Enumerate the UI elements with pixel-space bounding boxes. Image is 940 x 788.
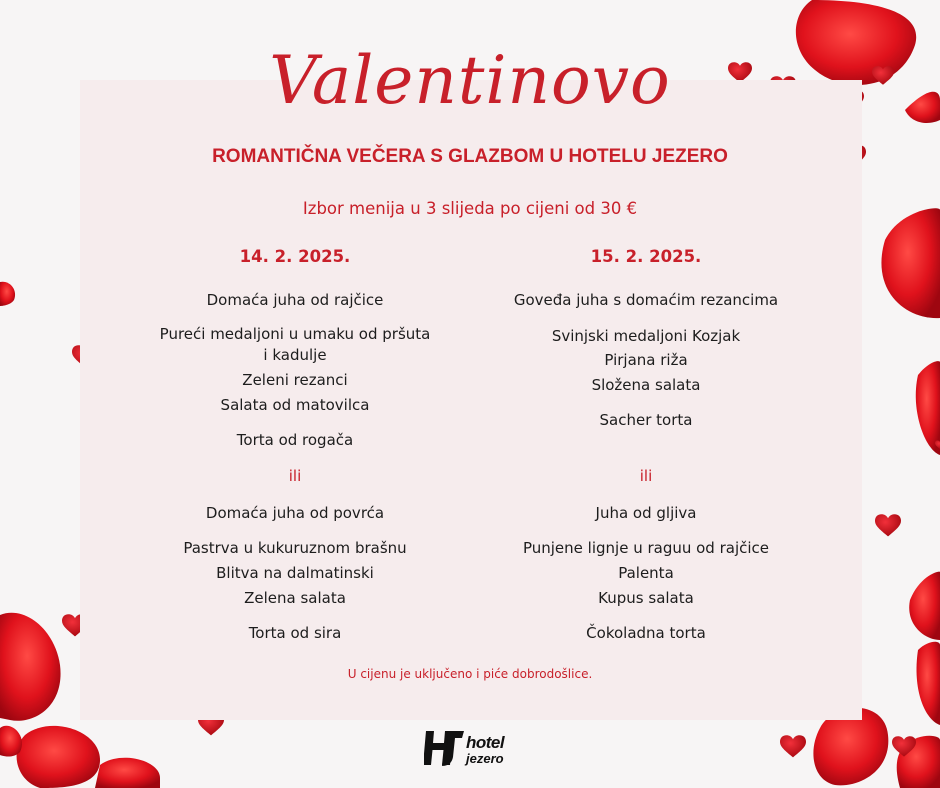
menu-item-side: Pirjana riža (604, 351, 688, 369)
menu-item-soup: Juha od gljiva (595, 504, 697, 522)
logo-text-hotel: hotel (466, 733, 505, 752)
menu-item-dessert: Čokoladna torta (586, 624, 706, 642)
rose-petal (0, 282, 15, 306)
menu-item-main: Svinjski medaljoni Kozjak (551, 327, 741, 345)
menu-item-side: Zeleni rezanci (242, 371, 348, 389)
menu-item-salad: Salata od matovilca (220, 396, 370, 414)
rose-petal (17, 726, 100, 788)
rose-petal (917, 642, 940, 725)
menu-item-soup: Goveđa juha s domaćim rezancima (513, 291, 779, 309)
menu-item-salad: Zelena salata (244, 589, 346, 607)
menu-item-soup: Domaća juha od rajčice (206, 291, 384, 309)
menu-item-side: Palenta (618, 564, 674, 582)
heart-decoration (875, 514, 901, 536)
or-separator: ili (288, 467, 302, 485)
hotel-logo (424, 727, 524, 769)
menu-item-main: Punjene lignje u raguu od rajčice (522, 539, 770, 557)
menu-item-main: Pureći medaljoni u umaku od pršuta (159, 325, 431, 343)
rose-petal (95, 758, 160, 788)
menu-item-salad: Kupus salata (598, 589, 694, 607)
menu-item-salad: Složena salata (591, 376, 701, 394)
or-separator: ili (639, 467, 653, 485)
subtitle: ROMANTIČNA VEČERA S GLAZBOM U HOTELU JEZERO (212, 146, 728, 167)
rose-petal (881, 208, 940, 318)
menu-item-main-cont: i kadulje (263, 346, 327, 364)
date-heading: 15. 2. 2025. (590, 247, 702, 266)
page-title: Valentinovo (269, 42, 671, 119)
menu-item-soup: Domaća juha od povrća (205, 504, 385, 522)
price-intro: Izbor menija u 3 slijeda po cijeni od 30 € (302, 199, 638, 218)
logo-text-jezero: jezero (466, 751, 504, 766)
hotel-jezero-logo-icon (424, 727, 464, 767)
footnote: U cijenu je uključeno i piće dobrodošlice. (347, 667, 593, 681)
menu-item-dessert: Sacher torta (599, 411, 693, 429)
menu-item-dessert: Torta od sira (248, 624, 342, 642)
menu-item-main: Pastrva u kukuruznom brašnu (183, 539, 407, 557)
rose-petal (0, 726, 22, 757)
menu-item-side: Blitva na dalmatinski (216, 564, 374, 582)
rose-petal (909, 572, 940, 640)
date-heading: 14. 2. 2025. (239, 247, 351, 266)
menu-item-dessert: Torta od rogača (236, 431, 354, 449)
heart-decoration (780, 735, 806, 757)
